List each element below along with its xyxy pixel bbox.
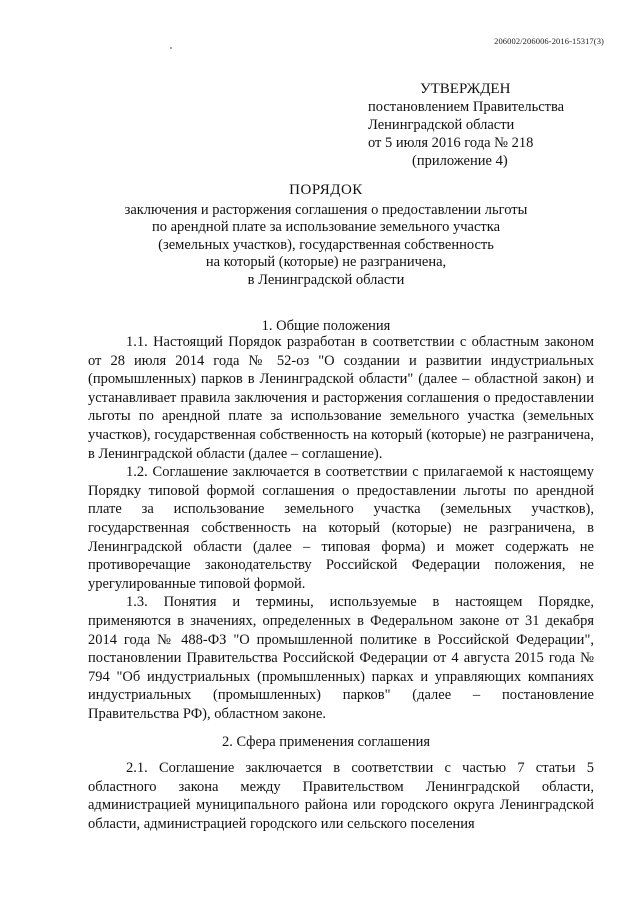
heading-line: в Ленинградской области xyxy=(247,271,405,288)
scan-speck xyxy=(170,47,172,49)
heading-line: заключения и расторжения соглашения о предоставлении льготы xyxy=(124,201,528,218)
heading-line: по арендной плате за использование земельного участка xyxy=(151,219,501,235)
section-2-title: 2. Сфера применения соглашения xyxy=(221,734,431,750)
document-title: ПОРЯДОК xyxy=(289,182,363,198)
paragraph-2-1: 2.1. Соглашение заключается в соответствии с частью 7 статьи 5 областного закона между Правительством Ленинградской области, администрацией муниципального района или городского округа Ленинградской области, администрацией городского или сельского поселения xyxy=(88,760,594,832)
approval-line: постановлением Правительства xyxy=(368,99,565,115)
paragraph-1-1: 1.1. Настоящий Порядок разработан в соответствии с областным законом от 28 июля 2014 года № 52-оз "О создании и развитии индустриальных (промышленных) парков в Ленинградской области" (далее – областной закон) и устанавливает правила заключения и расторжения соглашения о предоставлении льготы по арендной плате за использование земельного участка (земельных участков), государственная собственность на который (которые) не разграничена, в Ленинградской области (далее – соглашение). xyxy=(88,334,594,462)
approval-title: УТВЕРЖДЕН xyxy=(420,81,511,97)
section-1-body xyxy=(88,333,594,723)
heading-line: (земельных участков), государственная собственность xyxy=(158,236,494,253)
section-1-title: 1. Общие положения xyxy=(261,318,391,334)
approval-stamp-block xyxy=(368,80,608,170)
section-2-body xyxy=(88,759,594,833)
paragraph-1-2: 1.2. Соглашение заключается в соответствии с прилагаемой к настоящему Порядку типовой формой соглашения о предоставлении льготы по арендной плате за использование земельного участка (земельных участков), государственная собственность на который (которые) не разграничена, в Ленинградской области (далее – типовая форма) и может содержать не противоречащие законодательству Российской Федерации положения, не урегулированные типовой формой. xyxy=(88,464,594,592)
approval-line: от 5 июля 2016 года № 218 xyxy=(368,135,534,151)
document-heading xyxy=(96,182,556,289)
paragraph-1-3: 1.3. Понятия и термины, используемые в настоящем Порядке, применяются в значениях, определенных в Федеральном законе от 31 декабря 2014 года № 488-ФЗ "О промышленной политике в Российской Федерации", постановлении Правительства Российской Федерации от 4 августа 2015 года № 794 "Об индустриальных (промышленных) парках и управляющих компаниях индустриальных (промышленных) парков" (далее – постановление Правительства РФ), областном законе. xyxy=(88,594,594,722)
approval-line: Ленинградской области xyxy=(368,117,515,133)
approval-appendix: (приложение 4) xyxy=(412,153,508,169)
heading-line: на который (которые) не разграничена, xyxy=(205,254,447,270)
document-id: 206002/206006-2016-15317(3) xyxy=(494,36,604,46)
